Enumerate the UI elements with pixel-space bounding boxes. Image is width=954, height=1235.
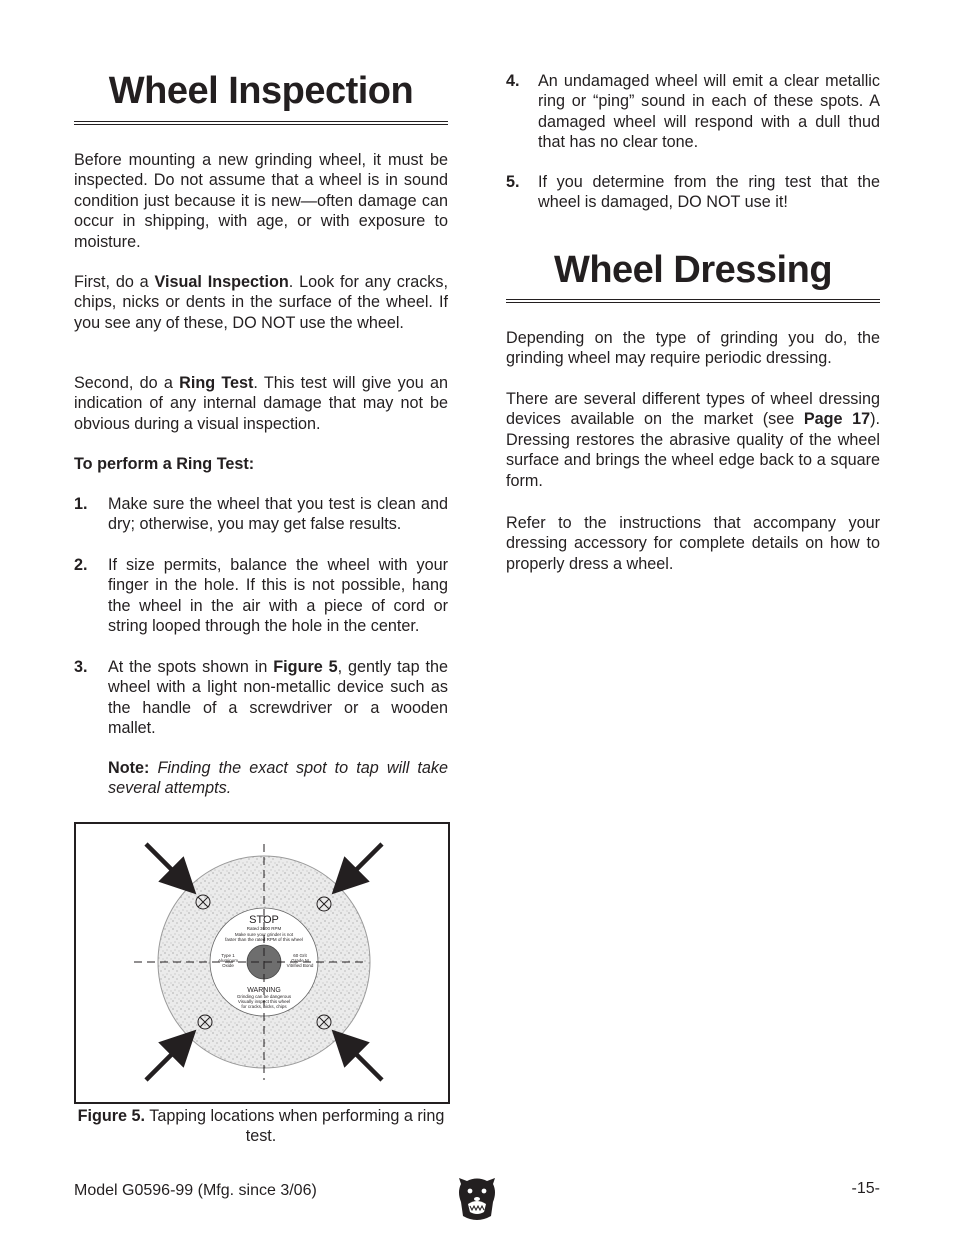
step-4: 4. An undamaged wheel will emit a clear metallic ring or “ping” sound in each of these spots. A damaged wheel will respond with a dull thud that has no clear tone. xyxy=(506,72,880,152)
label-type-3: Oxide xyxy=(222,963,234,968)
label-make-2: faster than the rated RPM of this wheel xyxy=(225,937,303,942)
dressing-paragraph-2: There are several different types of wheel dressing devices available on the market (see Page 17). Dressing restores the abrasive quality of the wheel surface and brings the wheel edge back to a square form. xyxy=(506,390,880,490)
label-warn-2: Visually inspect this wheel xyxy=(237,999,291,1004)
title-rule-2 xyxy=(506,299,880,303)
page-number: -15- xyxy=(851,1180,880,1197)
title-rule xyxy=(74,121,448,125)
dressing-paragraph-3: Refer to the instructions that accompany your dressing accessory for complete details on how to properly dress a wheel. xyxy=(506,514,880,573)
visual-inspection-paragraph: First, do a Visual Inspection. Look for any cracks, chips, nicks or dents in the surface of the wheel. If you see any of these, DO NOT use the wheel. xyxy=(74,273,448,332)
figure-caption: Figure 5. Tapping locations when performing a ring test. xyxy=(77,1107,445,1146)
label-warn-1: Grinding can be dangerous xyxy=(236,994,292,999)
label-warning: WARNING xyxy=(247,987,281,994)
label-rated: Rated 3600 RPM xyxy=(246,926,282,931)
footer-model: Model G0596-99 (Mfg. since 3/06) xyxy=(74,1182,317,1199)
label-stop: STOP xyxy=(249,914,279,926)
figure-5 xyxy=(74,822,450,1104)
label-type-2: Aluminum xyxy=(217,958,239,963)
ring-test-subhead: To perform a Ring Test: xyxy=(74,455,255,473)
label-make-1: Make sure your grinder is not xyxy=(234,932,294,937)
label-grit-2: Grade M xyxy=(291,958,309,963)
step-3: 3. At the spots shown in Figure 5, gently tap the wheel with a light non-metallic device such as the handle of a screwdriver or a wooden mallet. xyxy=(74,658,448,738)
label-type-1: Type 1 xyxy=(221,953,235,958)
intro-paragraph: Before mounting a new grinding wheel, it must be inspected. Do not assume that a wheel is in sound condition just because it is new—often damage can occur in shipping, with age, or with exposure to moisture. xyxy=(74,151,448,251)
page-title-wheel-dressing: Wheel Dressing xyxy=(553,249,833,291)
dressing-paragraph-1: Depending on the type of grinding you do, the grinding wheel may require periodic dressing. xyxy=(506,329,880,368)
ring-test-paragraph: Second, do a Ring Test. This test will give you an indication of any internal damage that may not be obvious during a visual inspection. xyxy=(74,374,449,433)
label-grit-1: 60 Grit xyxy=(293,953,307,958)
page-title-wheel-inspection: Wheel Inspection xyxy=(108,70,414,112)
step-2: 2. If size permits, balance the wheel with your finger in the hole. If this is not possible, hang the wheel in the air with a piece of cord or string looped through the hole in the center. xyxy=(74,556,448,636)
step-5: 5. If you determine from the ring test that the wheel is damaged, DO NOT use it! xyxy=(506,173,880,212)
note: Note: Finding the exact spot to tap will take several attempts. xyxy=(108,759,448,798)
step-1: 1. Make sure the wheel that you test is clean and dry; otherwise, you may get false results. xyxy=(74,495,448,534)
bear-logo-icon xyxy=(457,1176,497,1222)
wheel-diagram xyxy=(76,824,448,1102)
label-grit-3: Vitrified Bond xyxy=(286,963,314,968)
label-warn-3: for cracks, nicks, chips xyxy=(241,1004,287,1009)
